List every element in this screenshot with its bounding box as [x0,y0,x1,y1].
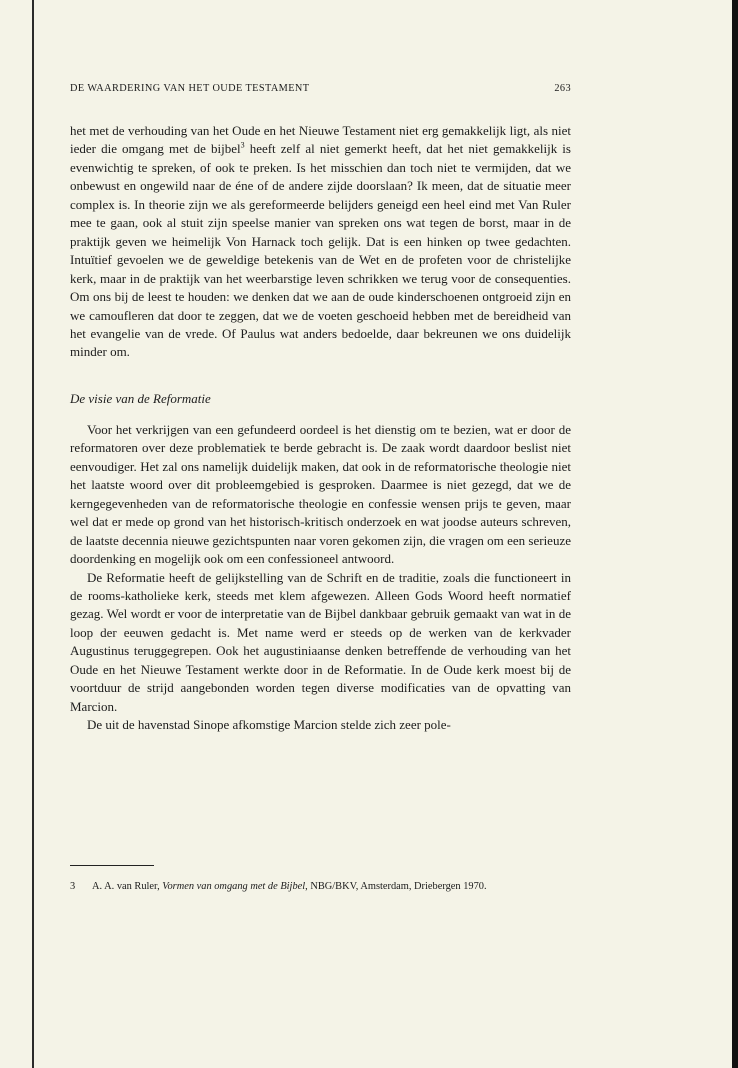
footnote-author: A. A. van Ruler, [92,881,163,892]
section-heading: De visie van de Reformatie [70,390,211,406]
paragraph-1-text-a: het met de verhouding van het Oude en het Nieuwe Testament niet erg gemakkelijk ligt, als niet ieder die omgang met de bijbel [70,123,571,157]
running-header [70,82,571,96]
footnote-divider [70,865,154,866]
footnote [70,880,571,895]
page-number: 263 [554,83,571,94]
paragraph-1 [70,122,571,362]
scan-border-right [732,0,738,1068]
book-page [70,82,571,735]
footnote-publication: , NBG/BKV, Amsterdam, Driebergen 1970. [305,881,487,892]
paragraph-3: De Reformatie heeft de gelijkstelling van de Schrift en de traditie, zoals die functioneert in de rooms-katholieke kerk, steeds met klem afgewezen. Alleen Gods Woord heeft normatief gezag. Wel wordt er voor de interpretatie van de Bijbel dankbaar gebruik gemaakt van wat in de loop der eeuwen gedacht is. Met name werd er steeds op de werken van de kerkvader Augustinus teruggegrepen. Ook het augustiniaanse denken betreffende de verhouding van het Oude en het Nieuwe Testament werkte door in de Reformatie. In de Oude kerk moest bij de voortduur de strijd aangebonden worden tegen diverse modificaties van de opvatting van Marcion. [70,569,571,714]
footnote-reference: 3 [240,141,245,151]
footnote-marker: 3 [70,881,76,892]
paragraph-2: Voor het verkrijgen van een gefundeerd oordeel is het dienstig om te bezien, wat er door de reformatoren over deze problematiek te berde gebracht is. De zaak wordt daardoor beslist niet eenvoudiger. Het zal ons namelijk duidelijk maken, dat ook in de reformatorische theologie niet het laatste woord over dit probleemgebied is gesproken. Daarmee is niet gezegd, dat we de kerngegevenheden van de reformatorische theologie en confessie wensen prijs te geven, maar wel dat er mede op grond van het historisch-kritisch onderzoek en wat joodse auteurs schreven, de laatste decennia nieuwe gezichtspunten naar voren gekomen zijn, die vragen om een serieuze doordenking en mogelijk ook om een confessioneel antwoord. [70,421,571,567]
scan-border-left [32,0,34,1068]
footnote-body [92,880,571,895]
footnote-title: Vormen van omgang met de Bijbel [162,881,306,892]
paragraph-1-text-b: heeft zelf al niet gemerkt heeft, dat het niet gemakkelijk is evenwichtig te spreken, of ook te preken. Is het misschien dan toch niet te vermijden, dat we onbewust en ongewild naar de éne of de andere zijde doorslaan? Ik meen, dat de situatie meer complex is. In theorie zijn we als gereformeerde belijders geneigd een heel eind met Van Ruler mee te gaan, ook al stuit zijn speelse manier van spreken ons wat tegen de borst, maar in de praktijk geven we heimelijk Von Harnack toch gelijk. Dat is een hinken op twee gedachten. Intuïtief gevoelen we de geweldige betekenis van de Wet en de profeten voor de christelijke kerk, maar in de praktijk van het weerbarstige leven schrikken we terug voor de consequenties. Om ons bij de leest te houden: we denken dat we aan de oude kinderschoenen ontgroeid zijn en we camoufleren dat door te zeggen, dat we de voeten geschoeid hebben met de bereidheid van het evangelie van de vrede. Of Paulus wat anders bedoelde, daar bekreunen we ons duidelijk minder om. [70,141,571,360]
paragraph-4: De uit de havenstad Sinope afkomstige Marcion stelde zich zeer pole- [87,717,451,733]
running-title: DE WAARDERING VAN HET OUDE TESTAMENT [70,83,310,94]
